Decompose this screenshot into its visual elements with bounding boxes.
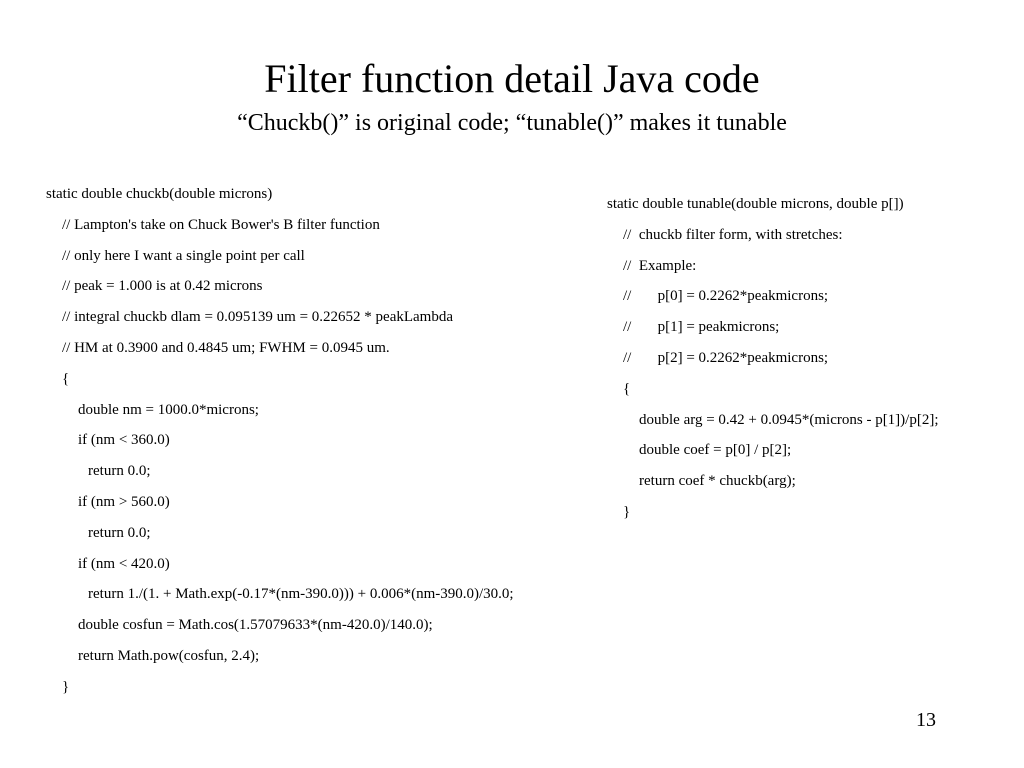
code-line: if (nm > 560.0) bbox=[78, 493, 170, 510]
chuckb-code-block bbox=[46, 186, 514, 710]
code-line: double cosfun = Math.cos(1.57079633*(nm-420.0)/140.0); bbox=[78, 617, 433, 634]
code-line: // p[0] = 0.2262*peakmicrons; bbox=[623, 288, 829, 305]
code-line: double coef = p[0] / p[2]; bbox=[639, 442, 792, 459]
code-line: // p[1] = peakmicrons; bbox=[623, 319, 780, 336]
code-line: if (nm < 420.0) bbox=[78, 555, 170, 572]
page-number: 13 bbox=[916, 709, 936, 731]
code-line: // HM at 0.3900 and 0.4845 um; FWHM = 0.0945 um. bbox=[62, 339, 390, 356]
code-line: double arg = 0.42 + 0.0945*(microns - p[1])/p[2]; bbox=[639, 411, 939, 428]
tunable-code-block bbox=[607, 196, 939, 535]
code-line: // p[2] = 0.2262*peakmicrons; bbox=[623, 349, 829, 366]
code-line: // Example: bbox=[623, 257, 697, 274]
code-line: return 1./(1. + Math.exp(-0.17*(nm-390.0))) + 0.006*(nm-390.0)/30.0; bbox=[88, 586, 514, 603]
slide-title: Filter function detail Java code bbox=[264, 56, 760, 101]
code-line: { bbox=[623, 380, 631, 397]
code-line: return 0.0; bbox=[88, 524, 151, 541]
code-line: static double tunable(double microns, double p[]) bbox=[607, 196, 904, 212]
code-line: // only here I want a single point per call bbox=[62, 247, 305, 264]
code-line: // chuckb filter form, with stretches: bbox=[623, 226, 843, 243]
code-line: // integral chuckb dlam = 0.095139 um = 0.22652 * peakLambda bbox=[62, 309, 454, 326]
code-line: { bbox=[62, 370, 70, 387]
code-line: // Lampton's take on Chuck Bower's B filter function bbox=[62, 216, 380, 233]
code-line: } bbox=[623, 503, 631, 520]
code-line: if (nm < 360.0) bbox=[78, 432, 170, 449]
code-line: double nm = 1000.0*microns; bbox=[78, 401, 259, 418]
code-line: return 0.0; bbox=[88, 463, 151, 480]
slide-subtitle: “Chuckb()” is original code; “tunable()” makes it tunable bbox=[237, 110, 787, 136]
code-line: return Math.pow(cosfun, 2.4); bbox=[78, 647, 260, 664]
code-line: return coef * chuckb(arg); bbox=[639, 473, 796, 490]
code-line: // peak = 1.000 is at 0.42 microns bbox=[62, 278, 263, 295]
code-line: static double chuckb(double microns) bbox=[46, 186, 273, 202]
code-line: } bbox=[62, 678, 70, 695]
